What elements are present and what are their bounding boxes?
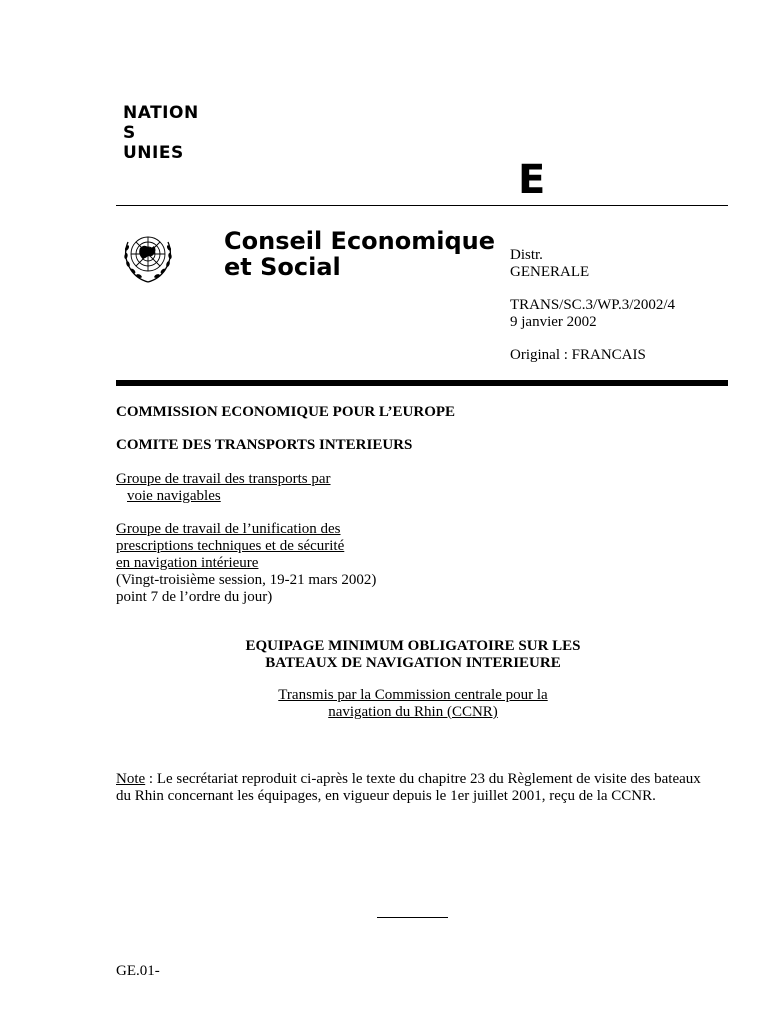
committee-heading: COMITE DES TRANSPORTS INTERIEURS	[116, 437, 413, 453]
wg2-line: prescriptions techniques et de sécurité	[116, 538, 345, 554]
ge-number: GE.01-	[116, 963, 160, 979]
council-name	[224, 228, 495, 280]
org-line: S	[123, 123, 136, 143]
un-emblem-icon	[122, 228, 174, 288]
commission-heading: COMMISSION ECONOMIQUE POUR L’EUROPE	[116, 404, 456, 420]
wg2-line: en navigation intérieure	[116, 555, 259, 571]
separator-rule	[377, 917, 448, 918]
document-title	[116, 638, 710, 672]
document-language-letter: E	[518, 157, 546, 203]
org-line: NATION	[123, 103, 199, 123]
title-line: EQUIPAGE MINIMUM OBLIGATOIRE SUR LES	[245, 638, 581, 654]
council-line: et Social	[224, 253, 341, 281]
distr-value: GENERALE	[510, 264, 590, 280]
note-label: Note	[116, 771, 146, 787]
distribution-block	[510, 247, 675, 364]
wg1-line: Groupe de travail des transports par	[116, 471, 331, 487]
council-line: Conseil Economique	[224, 227, 496, 255]
transmitted-by	[116, 687, 710, 721]
note-paragraph	[116, 771, 706, 805]
document-date: 9 janvier 2002	[510, 314, 597, 330]
title-line: BATEAUX DE NAVIGATION INTERIEURE	[265, 655, 561, 671]
transmitted-line: Transmis par la Commission centrale pour la	[278, 687, 548, 703]
document-symbol: TRANS/SC.3/WP.3/2002/4	[510, 297, 676, 313]
agenda-item: point 7 de l’ordre du jour)	[116, 589, 273, 605]
session-info: (Vingt-troisième session, 19-21 mars 2002)	[116, 572, 377, 588]
working-group-2	[116, 521, 376, 606]
wg2-line: Groupe de travail de l’unification des	[116, 521, 341, 537]
distr-label: Distr.	[510, 247, 543, 263]
org-line: UNIES	[123, 143, 184, 163]
note-text: : Le secrétariat reproduit ci-après le texte du chapitre 23 du Règlement de visite des bateaux du Rhin concernant les équipages, en vigueur depuis le 1er juillet 2001, reçu de la CCNR.	[116, 771, 701, 804]
wg1-line: voie navigables	[127, 488, 221, 504]
organization-name	[123, 103, 223, 163]
header-rule	[116, 205, 728, 206]
thick-rule	[116, 380, 728, 386]
original-language: Original : FRANCAIS	[510, 347, 646, 363]
transmitted-line: navigation du Rhin (CCNR)	[328, 704, 498, 720]
working-group-1	[116, 471, 331, 505]
